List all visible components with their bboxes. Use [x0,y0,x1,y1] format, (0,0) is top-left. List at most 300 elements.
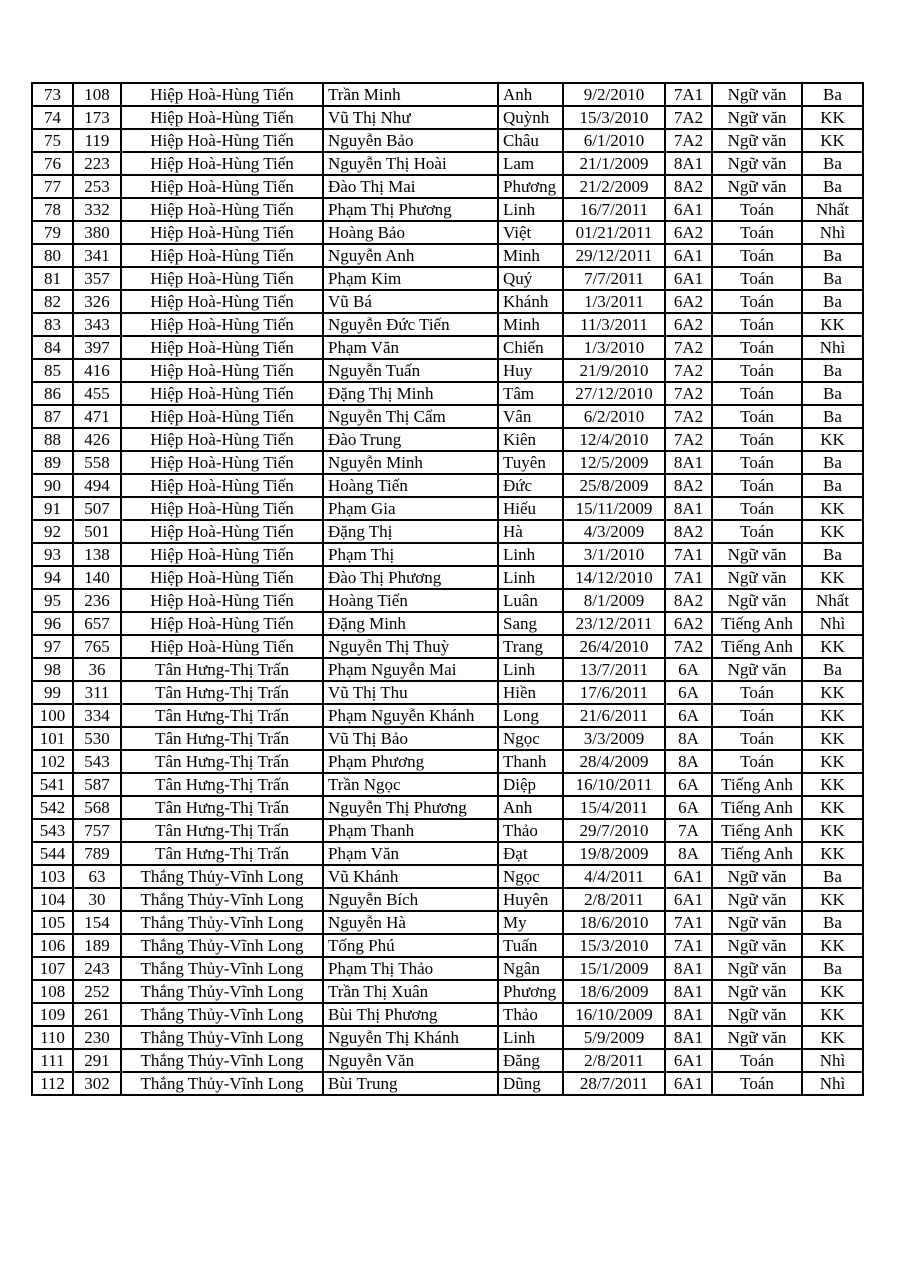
cell-giai: KK [802,129,863,152]
cell-ngay_sinh: 12/4/2010 [563,428,665,451]
cell-stt: 103 [32,865,73,888]
cell-giai: KK [802,106,863,129]
cell-school: Thắng Thủy-Vĩnh Long [121,865,323,888]
cell-lop: 8A1 [665,497,712,520]
cell-sbd: 501 [73,520,121,543]
cell-school: Hiệp Hoà-Hùng Tiến [121,175,323,198]
cell-stt: 86 [32,382,73,405]
cell-stt: 101 [32,727,73,750]
cell-ten: Đăng [498,1049,563,1072]
table-row [32,520,863,543]
cell-school: Tân Hưng-Thị Trấn [121,819,323,842]
cell-sbd: 173 [73,106,121,129]
cell-school: Hiệp Hoà-Hùng Tiến [121,313,323,336]
cell-sbd: 789 [73,842,121,865]
cell-stt: 96 [32,612,73,635]
cell-giai: Ba [802,405,863,428]
cell-ngay_sinh: 29/7/2010 [563,819,665,842]
cell-ho_dem: Vũ Bá [323,290,498,313]
cell-stt: 93 [32,543,73,566]
cell-lop: 8A2 [665,175,712,198]
cell-ten: Việt [498,221,563,244]
cell-lop: 8A1 [665,980,712,1003]
cell-ten: Tâm [498,382,563,405]
table-row [32,796,863,819]
cell-giai: Ba [802,865,863,888]
cell-school: Hiệp Hoà-Hùng Tiến [121,566,323,589]
cell-ngay_sinh: 15/11/2009 [563,497,665,520]
cell-ngay_sinh: 16/10/2009 [563,1003,665,1026]
cell-sbd: 357 [73,267,121,290]
cell-ngay_sinh: 2/8/2011 [563,888,665,911]
cell-ho_dem: Trần Thị Xuân [323,980,498,1003]
cell-mon: Toán [712,405,802,428]
cell-lop: 6A1 [665,865,712,888]
cell-mon: Tiếng Anh [712,819,802,842]
cell-sbd: 252 [73,980,121,1003]
cell-school: Hiệp Hoà-Hùng Tiến [121,359,323,382]
cell-giai: Nhì [802,336,863,359]
cell-sbd: 236 [73,589,121,612]
cell-ten: Linh [498,543,563,566]
table-row [32,980,863,1003]
cell-ho_dem: Nguyễn Văn [323,1049,498,1072]
cell-school: Tân Hưng-Thị Trấn [121,750,323,773]
cell-school: Thắng Thủy-Vĩnh Long [121,1049,323,1072]
cell-lop: 7A2 [665,382,712,405]
cell-mon: Toán [712,313,802,336]
cell-ten: Diệp [498,773,563,796]
cell-stt: 78 [32,198,73,221]
cell-mon: Toán [712,198,802,221]
cell-sbd: 397 [73,336,121,359]
cell-giai: Ba [802,474,863,497]
cell-ten: Linh [498,566,563,589]
cell-mon: Tiếng Anh [712,773,802,796]
cell-ngay_sinh: 9/2/2010 [563,83,665,106]
cell-ten: Linh [498,1026,563,1049]
cell-stt: 541 [32,773,73,796]
cell-stt: 75 [32,129,73,152]
cell-giai: KK [802,566,863,589]
table-row [32,635,863,658]
cell-mon: Ngữ văn [712,106,802,129]
cell-ngay_sinh: 29/12/2011 [563,244,665,267]
cell-school: Hiệp Hoà-Hùng Tiến [121,336,323,359]
cell-ngay_sinh: 28/4/2009 [563,750,665,773]
cell-lop: 7A1 [665,543,712,566]
cell-giai: Ba [802,382,863,405]
cell-ten: Ngọc [498,727,563,750]
cell-lop: 8A2 [665,520,712,543]
cell-ho_dem: Nguyễn Anh [323,244,498,267]
cell-mon: Toán [712,290,802,313]
cell-ho_dem: Trần Minh [323,83,498,106]
cell-school: Hiệp Hoà-Hùng Tiến [121,589,323,612]
results-table [31,82,864,1096]
cell-stt: 92 [32,520,73,543]
cell-mon: Ngữ văn [712,658,802,681]
cell-ho_dem: Phạm Thị [323,543,498,566]
cell-mon: Toán [712,750,802,773]
cell-giai: KK [802,750,863,773]
cell-school: Hiệp Hoà-Hùng Tiến [121,612,323,635]
table-row [32,313,863,336]
cell-ten: Ngọc [498,865,563,888]
cell-mon: Ngữ văn [712,129,802,152]
cell-mon: Toán [712,704,802,727]
cell-ngay_sinh: 14/12/2010 [563,566,665,589]
cell-ten: Long [498,704,563,727]
cell-mon: Ngữ văn [712,1003,802,1026]
cell-sbd: 380 [73,221,121,244]
cell-stt: 100 [32,704,73,727]
cell-sbd: 416 [73,359,121,382]
cell-ho_dem: Đặng Thị [323,520,498,543]
cell-giai: Nhì [802,221,863,244]
cell-giai: Ba [802,175,863,198]
cell-ho_dem: Nguyễn Bích [323,888,498,911]
cell-ngay_sinh: 4/4/2011 [563,865,665,888]
cell-lop: 6A2 [665,313,712,336]
cell-ten: Luân [498,589,563,612]
cell-sbd: 119 [73,129,121,152]
cell-ho_dem: Phạm Kim [323,267,498,290]
cell-ten: Vân [498,405,563,428]
cell-giai: Nhì [802,612,863,635]
cell-school: Tân Hưng-Thị Trấn [121,727,323,750]
cell-school: Hiệp Hoà-Hùng Tiến [121,152,323,175]
cell-stt: 85 [32,359,73,382]
cell-school: Thắng Thủy-Vĩnh Long [121,980,323,1003]
cell-giai: KK [802,428,863,451]
cell-mon: Toán [712,267,802,290]
cell-mon: Ngữ văn [712,543,802,566]
cell-giai: Ba [802,957,863,980]
table-row [32,198,863,221]
cell-ho_dem: Đặng Thị Minh [323,382,498,405]
cell-sbd: 343 [73,313,121,336]
cell-ten: Thảo [498,1003,563,1026]
cell-lop: 8A [665,750,712,773]
cell-giai: KK [802,934,863,957]
cell-lop: 7A2 [665,635,712,658]
cell-mon: Ngữ văn [712,934,802,957]
cell-school: Thắng Thủy-Vĩnh Long [121,1026,323,1049]
cell-stt: 87 [32,405,73,428]
cell-lop: 6A [665,796,712,819]
table-row [32,290,863,313]
cell-mon: Toán [712,520,802,543]
cell-ho_dem: Nguyễn Thị Phương [323,796,498,819]
cell-ho_dem: Phạm Nguyễn Mai [323,658,498,681]
cell-stt: 76 [32,152,73,175]
cell-stt: 544 [32,842,73,865]
cell-ho_dem: Vũ Thị Thu [323,681,498,704]
cell-giai: Ba [802,290,863,313]
cell-ngay_sinh: 4/3/2009 [563,520,665,543]
cell-ho_dem: Nguyễn Hà [323,911,498,934]
cell-mon: Tiếng Anh [712,842,802,865]
cell-stt: 99 [32,681,73,704]
table-row [32,106,863,129]
cell-lop: 8A [665,842,712,865]
cell-mon: Ngữ văn [712,911,802,934]
table-row [32,727,863,750]
table-row [32,934,863,957]
cell-mon: Toán [712,1072,802,1095]
table-row [32,267,863,290]
cell-giai: KK [802,888,863,911]
cell-giai: Nhì [802,1072,863,1095]
cell-mon: Tiếng Anh [712,635,802,658]
cell-lop: 8A2 [665,589,712,612]
cell-school: Hiệp Hoà-Hùng Tiến [121,543,323,566]
table-row [32,83,863,106]
cell-mon: Ngữ văn [712,980,802,1003]
cell-ngay_sinh: 1/3/2011 [563,290,665,313]
cell-ho_dem: Vũ Khánh [323,865,498,888]
cell-lop: 7A2 [665,428,712,451]
cell-giai: KK [802,313,863,336]
cell-school: Hiệp Hoà-Hùng Tiến [121,382,323,405]
cell-sbd: 140 [73,566,121,589]
cell-ngay_sinh: 15/4/2011 [563,796,665,819]
cell-lop: 8A1 [665,451,712,474]
cell-giai: Ba [802,83,863,106]
cell-mon: Toán [712,727,802,750]
cell-ho_dem: Nguyễn Tuấn [323,359,498,382]
cell-mon: Ngữ văn [712,152,802,175]
cell-ngay_sinh: 21/1/2009 [563,152,665,175]
cell-school: Hiệp Hoà-Hùng Tiến [121,290,323,313]
cell-school: Thắng Thủy-Vĩnh Long [121,1003,323,1026]
cell-school: Hiệp Hoà-Hùng Tiến [121,635,323,658]
cell-ngay_sinh: 25/8/2009 [563,474,665,497]
cell-stt: 104 [32,888,73,911]
cell-ho_dem: Phạm Thị Phương [323,198,498,221]
cell-ngay_sinh: 2/8/2011 [563,1049,665,1072]
cell-ten: Tuyên [498,451,563,474]
cell-school: Thắng Thủy-Vĩnh Long [121,911,323,934]
cell-giai: Ba [802,244,863,267]
cell-school: Thắng Thủy-Vĩnh Long [121,1072,323,1095]
table-row [32,589,863,612]
cell-giai: Ba [802,451,863,474]
cell-ngay_sinh: 21/9/2010 [563,359,665,382]
cell-stt: 82 [32,290,73,313]
table-row [32,1003,863,1026]
cell-mon: Toán [712,221,802,244]
cell-mon: Toán [712,336,802,359]
cell-ho_dem: Phạm Văn [323,336,498,359]
cell-sbd: 291 [73,1049,121,1072]
cell-sbd: 494 [73,474,121,497]
cell-giai: KK [802,819,863,842]
cell-ho_dem: Tống Phú [323,934,498,957]
cell-giai: Nhất [802,198,863,221]
cell-mon: Ngữ văn [712,1026,802,1049]
cell-stt: 109 [32,1003,73,1026]
cell-ngay_sinh: 6/1/2010 [563,129,665,152]
cell-ngay_sinh: 13/7/2011 [563,658,665,681]
cell-lop: 7A2 [665,336,712,359]
table-row [32,244,863,267]
cell-lop: 7A1 [665,566,712,589]
cell-mon: Toán [712,681,802,704]
cell-school: Tân Hưng-Thị Trấn [121,658,323,681]
cell-stt: 110 [32,1026,73,1049]
cell-ngay_sinh: 17/6/2011 [563,681,665,704]
table-row [32,451,863,474]
cell-stt: 94 [32,566,73,589]
cell-school: Thắng Thủy-Vĩnh Long [121,934,323,957]
table-row [32,221,863,244]
cell-mon: Toán [712,244,802,267]
cell-sbd: 657 [73,612,121,635]
cell-ho_dem: Nguyễn Thị Hoài [323,152,498,175]
cell-ngay_sinh: 1/3/2010 [563,336,665,359]
cell-school: Hiệp Hoà-Hùng Tiến [121,198,323,221]
cell-sbd: 757 [73,819,121,842]
cell-ten: Linh [498,658,563,681]
cell-sbd: 543 [73,750,121,773]
cell-school: Hiệp Hoà-Hùng Tiến [121,129,323,152]
cell-giai: KK [802,635,863,658]
cell-lop: 7A1 [665,83,712,106]
cell-lop: 6A [665,681,712,704]
cell-ngay_sinh: 15/3/2010 [563,934,665,957]
cell-ho_dem: Phạm Nguyễn Khánh [323,704,498,727]
cell-ho_dem: Bùi Trung [323,1072,498,1095]
cell-mon: Tiếng Anh [712,796,802,819]
cell-school: Hiệp Hoà-Hùng Tiến [121,497,323,520]
cell-school: Hiệp Hoà-Hùng Tiến [121,267,323,290]
cell-mon: Toán [712,1049,802,1072]
cell-ten: Huyên [498,888,563,911]
cell-ten: Thảo [498,819,563,842]
cell-lop: 6A1 [665,198,712,221]
cell-lop: 7A2 [665,405,712,428]
cell-ten: Hiền [498,681,563,704]
cell-stt: 107 [32,957,73,980]
cell-stt: 90 [32,474,73,497]
cell-ngay_sinh: 28/7/2011 [563,1072,665,1095]
cell-ngay_sinh: 15/1/2009 [563,957,665,980]
table-row [32,1049,863,1072]
cell-mon: Toán [712,428,802,451]
cell-school: Thắng Thủy-Vĩnh Long [121,888,323,911]
cell-sbd: 311 [73,681,121,704]
cell-stt: 95 [32,589,73,612]
cell-mon: Toán [712,451,802,474]
cell-ho_dem: Hoàng Tiến [323,589,498,612]
cell-stt: 102 [32,750,73,773]
cell-stt: 105 [32,911,73,934]
cell-ngay_sinh: 18/6/2009 [563,980,665,1003]
cell-sbd: 108 [73,83,121,106]
cell-ngay_sinh: 23/12/2011 [563,612,665,635]
cell-stt: 84 [32,336,73,359]
cell-ten: Châu [498,129,563,152]
table-row [32,405,863,428]
cell-ho_dem: Bùi Thị Phương [323,1003,498,1026]
cell-sbd: 332 [73,198,121,221]
cell-sbd: 426 [73,428,121,451]
cell-giai: KK [802,842,863,865]
cell-stt: 108 [32,980,73,1003]
cell-ngay_sinh: 6/2/2010 [563,405,665,428]
cell-ngay_sinh: 21/2/2009 [563,175,665,198]
cell-giai: Ba [802,359,863,382]
cell-sbd: 138 [73,543,121,566]
cell-ten: Quý [498,267,563,290]
cell-ho_dem: Vũ Thị Bảo [323,727,498,750]
cell-school: Hiệp Hoà-Hùng Tiến [121,451,323,474]
cell-stt: 91 [32,497,73,520]
cell-ngay_sinh: 3/3/2009 [563,727,665,750]
table-row [32,704,863,727]
cell-ho_dem: Nguyễn Thị Thuỳ [323,635,498,658]
table-row [32,1026,863,1049]
cell-ten: Hà [498,520,563,543]
cell-school: Hiệp Hoà-Hùng Tiến [121,83,323,106]
cell-mon: Toán [712,474,802,497]
cell-giai: KK [802,980,863,1003]
cell-lop: 6A1 [665,244,712,267]
cell-ho_dem: Trần Ngọc [323,773,498,796]
cell-ten: Huy [498,359,563,382]
cell-stt: 97 [32,635,73,658]
cell-ngay_sinh: 19/8/2009 [563,842,665,865]
cell-sbd: 558 [73,451,121,474]
cell-ten: Trang [498,635,563,658]
cell-stt: 83 [32,313,73,336]
cell-lop: 6A2 [665,612,712,635]
cell-school: Hiệp Hoà-Hùng Tiến [121,106,323,129]
cell-sbd: 63 [73,865,121,888]
table-row [32,911,863,934]
cell-ten: Anh [498,83,563,106]
cell-ngay_sinh: 8/1/2009 [563,589,665,612]
cell-lop: 8A [665,727,712,750]
cell-ho_dem: Nguyễn Đức Tiến [323,313,498,336]
cell-sbd: 587 [73,773,121,796]
cell-ho_dem: Vũ Thị Như [323,106,498,129]
cell-giai: Ba [802,911,863,934]
cell-ho_dem: Phạm Gia [323,497,498,520]
table-row [32,681,863,704]
cell-mon: Ngữ văn [712,589,802,612]
cell-ngay_sinh: 15/3/2010 [563,106,665,129]
cell-ten: Dũng [498,1072,563,1095]
cell-sbd: 302 [73,1072,121,1095]
cell-ngay_sinh: 7/7/2011 [563,267,665,290]
cell-sbd: 253 [73,175,121,198]
cell-ten: Chiến [498,336,563,359]
cell-school: Hiệp Hoà-Hùng Tiến [121,405,323,428]
cell-ngay_sinh: 27/12/2010 [563,382,665,405]
cell-ten: Khánh [498,290,563,313]
cell-school: Hiệp Hoà-Hùng Tiến [121,221,323,244]
cell-ten: Phương [498,980,563,1003]
cell-ho_dem: Nguyễn Bảo [323,129,498,152]
table-row [32,566,863,589]
table-row [32,336,863,359]
cell-ngay_sinh: 11/3/2011 [563,313,665,336]
cell-ngay_sinh: 12/5/2009 [563,451,665,474]
table-row [32,658,863,681]
